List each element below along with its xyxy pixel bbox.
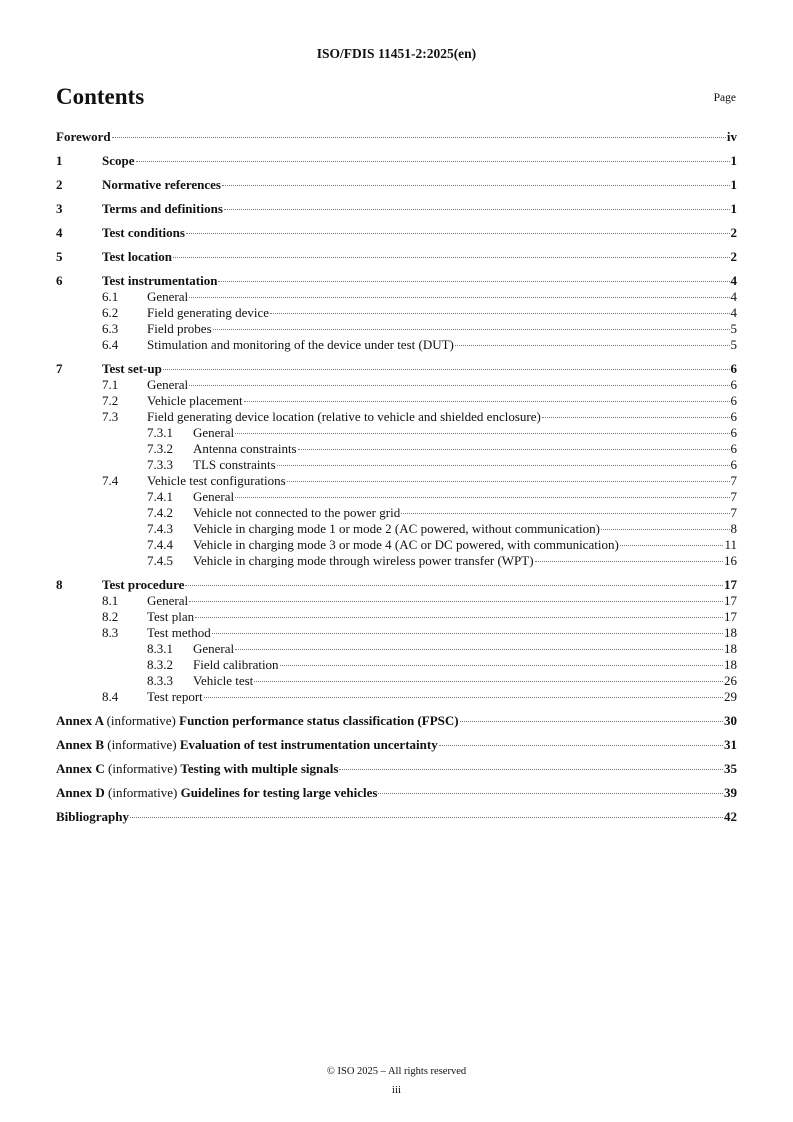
toc-entry[interactable] [56, 689, 737, 705]
dot-leader [213, 329, 730, 330]
toc-entry[interactable] [56, 673, 737, 689]
toc-entry-title: Terms and definitions [102, 201, 223, 216]
toc-entry[interactable] [56, 577, 737, 593]
toc-entry-title: Test conditions [102, 225, 185, 240]
toc-entry-number: 7.1 [102, 377, 119, 392]
toc-entry-number: 7.3.1 [147, 425, 173, 440]
annex-qualifier: (informative) [108, 761, 178, 776]
toc-entry-page: 5 [730, 321, 737, 336]
toc-entry[interactable] [56, 441, 737, 457]
toc-entry[interactable] [56, 129, 737, 145]
toc-entry-number: 7.2 [102, 393, 119, 408]
toc-entry-number: 7.3 [102, 409, 119, 424]
toc-entry-title: Test method [147, 625, 211, 640]
toc-entry[interactable] [56, 425, 737, 441]
toc-entry[interactable] [56, 713, 737, 729]
toc-entry-page: 7 [730, 505, 737, 520]
dot-leader [601, 529, 730, 530]
toc-entry-page: 17 [724, 593, 737, 608]
annex-label: Annex B [56, 737, 105, 752]
dot-leader [620, 545, 724, 546]
toc-entry[interactable] [56, 321, 737, 337]
toc-entry-title: Foreword [56, 129, 111, 144]
toc-entry-page: 29 [724, 689, 737, 704]
toc-entry[interactable] [56, 377, 737, 393]
page-title: Contents [56, 84, 145, 109]
toc-entry[interactable] [56, 609, 737, 625]
annex-title: Evaluation of test instrumentation uncertainty [179, 737, 438, 752]
dot-leader [298, 449, 730, 450]
dot-leader [212, 633, 723, 634]
toc-entry-page: 39 [724, 785, 737, 800]
toc-entry-page: 6 [730, 441, 737, 456]
toc-entry-title: Field generating device [147, 305, 270, 320]
toc-entry-title: Test location [102, 249, 172, 264]
toc-entry-number: 7.4.2 [147, 505, 173, 520]
toc-entry-page: 6 [730, 377, 737, 392]
toc-entry-page: 17 [724, 609, 737, 624]
toc-entry[interactable] [56, 473, 737, 489]
dot-leader [277, 465, 730, 466]
toc-entry[interactable] [56, 153, 737, 169]
dot-leader [254, 681, 723, 682]
toc-entry-title: Vehicle test [193, 673, 254, 688]
toc-entry-page: 2 [730, 249, 737, 264]
dot-leader [280, 665, 723, 666]
toc-entry-page: 8 [730, 521, 737, 536]
dot-leader [112, 137, 726, 138]
dot-leader [173, 257, 730, 258]
annex-title: Function performance status classification (FPSC) [179, 713, 459, 728]
toc-entry[interactable] [56, 273, 737, 289]
toc-entry[interactable] [56, 457, 737, 473]
toc-entry-title: Vehicle in charging mode 3 or mode 4 (AC or DC powered, with communication) [193, 537, 619, 552]
toc-entry-title: General [193, 425, 235, 440]
toc-entry-number: 8.3.3 [147, 673, 173, 688]
toc-entry[interactable] [56, 505, 737, 521]
toc-entry-page: 7 [730, 473, 737, 488]
toc-entry-title: Antenna constraints [193, 441, 297, 456]
toc-entry-title: General [193, 489, 235, 504]
toc-entry-number: 7.3.2 [147, 441, 173, 456]
toc-entry-number: 3 [56, 201, 63, 216]
toc-entry-number: 6.1 [102, 289, 119, 304]
dot-leader [287, 481, 730, 482]
toc-entry-page: 4 [730, 289, 737, 304]
dot-leader [401, 513, 729, 514]
toc-entry-title: Test procedure [102, 577, 185, 592]
toc-entry-title: General [193, 641, 235, 656]
document-header: ISO/FDIS 11451-2:2025(en) [316, 46, 477, 61]
toc-entry-page: 18 [724, 625, 737, 640]
toc-entry-number: 6 [56, 273, 63, 288]
toc-entry-title: Test instrumentation [102, 273, 218, 288]
toc-entry-number: 7.3.3 [147, 457, 173, 472]
toc-entry-page: 11 [724, 537, 737, 552]
toc-entry[interactable] [56, 737, 737, 753]
toc-entry-number: 8.1 [102, 593, 119, 608]
dot-leader [542, 417, 730, 418]
annex-label: Annex C [56, 761, 105, 776]
dot-leader [244, 401, 730, 402]
dot-leader [186, 233, 730, 234]
toc-entry-number: 4 [56, 225, 63, 240]
toc-entry[interactable] [56, 593, 737, 609]
copyright-footer: © ISO 2025 – All rights reserved [326, 1066, 467, 1077]
toc-entry[interactable] [56, 537, 737, 553]
toc-entry-number: 5 [56, 249, 63, 264]
toc-entry[interactable] [56, 201, 737, 217]
toc-annex-title [56, 737, 438, 753]
toc-entry-page: 6 [730, 425, 737, 440]
dot-leader [130, 817, 723, 818]
toc-entry-page: 18 [724, 641, 737, 656]
dot-leader [189, 601, 723, 602]
toc-entry-page: 16 [724, 553, 737, 568]
toc-entry-title: General [147, 377, 189, 392]
toc-entry-number: 8.2 [102, 609, 119, 624]
toc-entry-number: 6.3 [102, 321, 119, 336]
toc-entry-page: 26 [724, 673, 737, 688]
toc-entry-number: 6.2 [102, 305, 119, 320]
toc-entry-title: Field generating device location (relative to vehicle and shielded enclosure) [147, 409, 541, 424]
toc-entry-title: Test set-up [102, 361, 162, 376]
toc-entry[interactable] [56, 249, 737, 265]
annex-qualifier: (informative) [108, 785, 178, 800]
toc-entry-page: 7 [730, 489, 737, 504]
toc-entry-title: Test report [147, 689, 203, 704]
toc-entry-number: 8.3.1 [147, 641, 173, 656]
dot-leader [195, 617, 723, 618]
toc-entry[interactable] [56, 409, 737, 425]
dot-leader [378, 793, 723, 794]
toc-entry-page: 17 [724, 577, 737, 592]
toc-entry-title: Field calibration [193, 657, 279, 672]
toc-annex-title [56, 713, 459, 729]
toc-entry-page: 1 [730, 153, 737, 168]
dot-leader [235, 433, 729, 434]
toc-entry[interactable] [56, 785, 737, 801]
annex-qualifier: (informative) [106, 713, 176, 728]
toc-entry[interactable] [56, 641, 737, 657]
toc-entry[interactable] [56, 553, 737, 569]
toc-entry-number: 8.4 [102, 689, 119, 704]
toc-entry[interactable] [56, 625, 737, 641]
toc-entry-number: 7.4.5 [147, 553, 173, 568]
toc-entry-number: 8.3 [102, 625, 119, 640]
toc-entry-page: iv [726, 129, 737, 144]
toc-entry-number: 7.4.1 [147, 489, 173, 504]
toc-entry-page: 42 [724, 809, 737, 824]
toc-entry-page: 31 [724, 737, 737, 752]
annex-title: Guidelines for testing large vehicles [180, 785, 378, 800]
toc-entry[interactable] [56, 289, 737, 305]
annex-qualifier: (informative) [107, 737, 177, 752]
dot-leader [235, 649, 723, 650]
table-of-contents [56, 129, 737, 825]
annex-label: Annex A [56, 713, 104, 728]
toc-entry-number: 7 [56, 361, 63, 376]
dot-leader [339, 769, 723, 770]
dot-leader [218, 281, 729, 282]
dot-leader [189, 385, 729, 386]
dot-leader [163, 369, 730, 370]
toc-entry-number: 8.3.2 [147, 657, 173, 672]
toc-entry-number: 7.4.3 [147, 521, 173, 536]
toc-entry[interactable] [56, 361, 737, 377]
dot-leader [270, 313, 729, 314]
toc-entry-title: Scope [102, 153, 135, 168]
toc-entry-page: 2 [730, 225, 737, 240]
toc-entry-number: 7.4 [102, 473, 119, 488]
toc-entry-page: 6 [730, 361, 737, 376]
dot-leader [235, 497, 729, 498]
toc-entry-page: 6 [730, 409, 737, 424]
toc-entry-page: 6 [730, 457, 737, 472]
page-column-label: Page [713, 92, 736, 104]
toc-entry-title: Vehicle in charging mode 1 or mode 2 (AC powered, without communication) [193, 521, 600, 536]
toc-entry[interactable] [56, 761, 737, 777]
dot-leader [222, 185, 730, 186]
toc-entry-page: 30 [724, 713, 737, 728]
toc-entry-title: Vehicle test configurations [147, 473, 286, 488]
toc-entry-title: Normative references [102, 177, 221, 192]
toc-entry-number: 8 [56, 577, 63, 592]
toc-entry-number: 2 [56, 177, 63, 192]
dot-leader [460, 721, 723, 722]
toc-annex-title [56, 785, 377, 801]
toc-entry[interactable] [56, 225, 737, 241]
toc-entry-title: Stimulation and monitoring of the device under test (DUT) [147, 337, 454, 352]
toc-entry-number: 1 [56, 153, 63, 168]
toc-entry-number: 6.4 [102, 337, 119, 352]
page-number: iii [391, 1084, 402, 1096]
toc-entry-number: 7.4.4 [147, 537, 173, 552]
toc-entry[interactable] [56, 489, 737, 505]
toc-entry[interactable] [56, 337, 737, 353]
dot-leader [224, 209, 730, 210]
dot-leader [185, 585, 723, 586]
dot-leader [455, 345, 730, 346]
dot-leader [204, 697, 723, 698]
annex-label: Annex D [56, 785, 105, 800]
toc-entry-title: Vehicle placement [147, 393, 243, 408]
toc-entry-page: 1 [730, 201, 737, 216]
toc-entry[interactable] [56, 177, 737, 193]
toc-entry-title: General [147, 593, 189, 608]
toc-entry[interactable] [56, 657, 737, 673]
toc-entry[interactable] [56, 393, 737, 409]
toc-entry-title: Test plan [147, 609, 195, 624]
toc-entry-page: 4 [730, 305, 737, 320]
dot-leader [535, 561, 723, 562]
toc-entry-page: 5 [730, 337, 737, 352]
toc-annex-title [56, 761, 338, 777]
toc-entry-title: Bibliography [56, 809, 129, 824]
toc-entry-page: 4 [730, 273, 737, 288]
toc-entry-title: General [147, 289, 189, 304]
dot-leader [439, 745, 723, 746]
toc-entry-page: 18 [724, 657, 737, 672]
toc-entry-title: TLS constraints [193, 457, 276, 472]
toc-entry[interactable] [56, 809, 737, 825]
toc-entry-page: 35 [724, 761, 737, 776]
toc-entry-title: Vehicle not connected to the power grid [193, 505, 401, 520]
toc-entry-title: Vehicle in charging mode through wireless power transfer (WPT) [193, 553, 534, 568]
annex-title: Testing with multiple signals [180, 761, 339, 776]
toc-entry[interactable] [56, 305, 737, 321]
toc-entry-page: 1 [730, 177, 737, 192]
dot-leader [136, 161, 730, 162]
toc-entry[interactable] [56, 521, 737, 537]
toc-entry-title: Field probes [147, 321, 212, 336]
dot-leader [189, 297, 729, 298]
toc-entry-page: 6 [730, 393, 737, 408]
